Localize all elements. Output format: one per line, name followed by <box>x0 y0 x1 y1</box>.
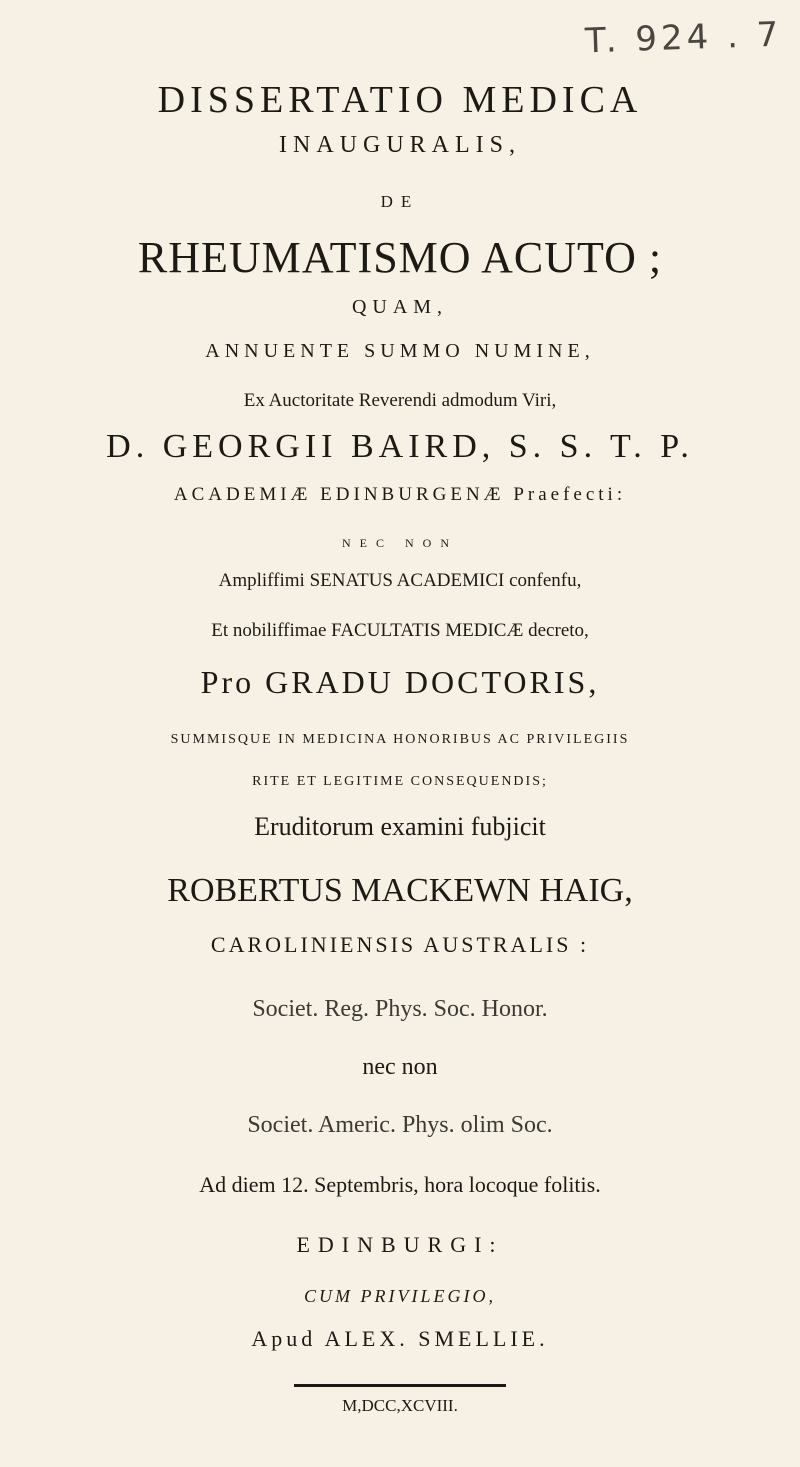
nec-non-caps: NEC NON <box>342 536 458 550</box>
imprint-year: M,DCC,XCVIII. <box>342 1396 458 1415</box>
eruditorum-line: Eruditorum examini fubjicit <box>254 812 546 841</box>
annuente-line: ANNUENTE SUMMO NUMINE, <box>205 340 595 362</box>
rite-line: RITE ET LEGITIME CONSEQUENDIS; <box>252 774 548 789</box>
quam-line: QUAM, <box>351 296 449 318</box>
title-main: RHEUMATISMO ACUTO ; <box>137 233 663 282</box>
auctoritate-line: Ex Auctoritate Reverendi admodum Viri, <box>243 390 557 411</box>
gradu-line: Pro GRADU DOCTORIS, <box>200 664 600 700</box>
author-name: ROBERTUS MACKEWN HAIG, <box>167 872 633 909</box>
imprint-rule <box>294 1384 506 1387</box>
academiae-line: ACADEMIÆ EDINBURGENÆ Praefecti: <box>173 484 627 505</box>
baird-name: D. GEORGII BAIRD, S. S. T. P. <box>106 428 694 465</box>
society-american: Societ. Americ. Phys. olim Soc. <box>247 1112 553 1138</box>
senatus-line: Ampliffimi SENATUS ACADEMICI confenfu, <box>218 570 582 591</box>
nec-non-lower: nec non <box>362 1054 438 1080</box>
facultatis-line: Et nobiliffimae FACULTATIS MEDICÆ decreto, <box>211 620 589 641</box>
summisque-line: SUMMISQUE IN MEDICINA HONORIBUS AC PRIVILEGIIS <box>170 732 630 747</box>
handwritten-shelfmark: T. 924 . 7 <box>584 14 783 62</box>
title-line-1: DISSERTATIO MEDICA <box>157 79 643 121</box>
author-origin: CAROLINIENSIS AUSTRALIS : <box>210 932 590 957</box>
title-line-2: INAUGURALIS, <box>279 132 521 158</box>
society-royal: Societ. Reg. Phys. Soc. Honor. <box>252 996 548 1022</box>
imprint-privilege: CUM PRIVILEGIO, <box>304 1286 496 1306</box>
imprint-city: EDINBURGI: <box>296 1232 504 1257</box>
imprint-rule-wrap <box>0 1384 800 1387</box>
imprint-printer: Apud ALEX. SMELLIE. <box>251 1326 549 1351</box>
date-line: Ad diem 12. Septembris, hora locoque folitis. <box>199 1172 601 1197</box>
title-line-3: DE <box>380 192 420 211</box>
